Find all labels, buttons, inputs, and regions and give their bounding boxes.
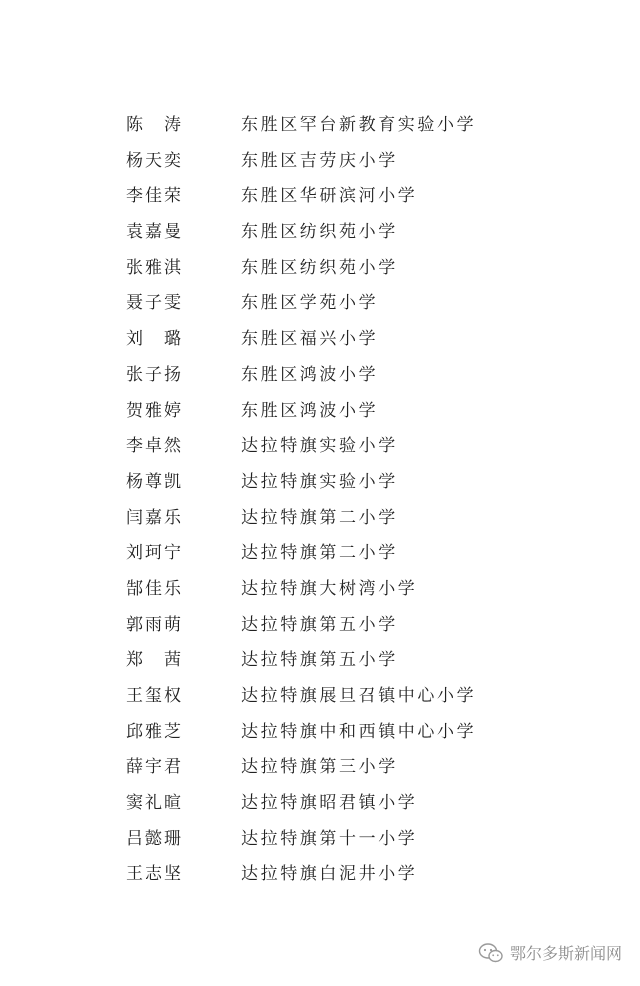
student-name: 吕懿珊 <box>126 828 183 849</box>
school-name: 东胜区纺织苑小学 <box>241 257 398 278</box>
school-name: 达拉特旗昭君镇小学 <box>241 793 418 814</box>
roster-row <box>0 179 640 215</box>
school-name: 东胜区吉劳庆小学 <box>241 150 398 171</box>
school-name: 达拉特旗大树湾小学 <box>241 578 418 599</box>
student-name: 杨天奕 <box>126 150 183 171</box>
student-name: 张子扬 <box>126 364 183 385</box>
school-name: 东胜区鸿波小学 <box>241 364 379 385</box>
student-name: 刘珂宁 <box>126 543 183 564</box>
school-name: 东胜区学苑小学 <box>241 293 379 314</box>
roster-row <box>0 786 640 822</box>
roster-row <box>0 643 640 679</box>
student-name: 杨尊凯 <box>126 471 183 492</box>
student-name: 张雅淇 <box>126 257 183 278</box>
school-name: 达拉特旗展旦召镇中心小学 <box>241 686 477 706</box>
school-name: 达拉特旗第十一小学 <box>241 828 418 849</box>
student-name: 闫嘉乐 <box>126 507 183 528</box>
student-name: 郭雨萌 <box>126 614 183 635</box>
roster-row <box>0 251 640 287</box>
roster-row <box>0 857 640 893</box>
school-name: 达拉特旗白泥井小学 <box>241 864 418 885</box>
school-name: 东胜区华研滨河小学 <box>241 186 418 207</box>
student-name: 聂子雯 <box>126 293 183 314</box>
roster-row <box>0 358 640 394</box>
student-name: 李佳荣 <box>126 186 183 207</box>
roster-row <box>0 286 640 322</box>
roster-row <box>0 144 640 180</box>
roster-row <box>0 608 640 644</box>
roster-row <box>0 715 640 751</box>
school-name: 达拉特旗第二小学 <box>241 507 398 528</box>
roster-row <box>0 679 640 715</box>
student-name: 陈 涛 <box>126 115 183 135</box>
student-name: 窦礼暄 <box>126 793 183 814</box>
student-name: 刘 璐 <box>126 329 183 350</box>
student-name: 邱雅芝 <box>126 721 183 742</box>
school-name: 东胜区纺织苑小学 <box>241 222 398 243</box>
student-name: 郜佳乐 <box>126 578 183 599</box>
roster-row <box>0 108 640 144</box>
student-name: 李卓然 <box>126 436 183 457</box>
school-name: 达拉特旗实验小学 <box>241 436 398 457</box>
school-name: 达拉特旗第五小学 <box>241 650 398 671</box>
school-name: 东胜区福兴小学 <box>241 329 379 350</box>
school-name: 东胜区鸿波小学 <box>241 400 379 421</box>
wechat-icon <box>478 942 504 964</box>
school-name: 达拉特旗实验小学 <box>241 471 398 492</box>
watermark-text: 鄂尔多斯新闻网 <box>509 944 622 963</box>
student-name: 袁嘉曼 <box>126 222 183 243</box>
student-name: 王玺权 <box>126 686 183 706</box>
roster-row <box>0 429 640 465</box>
roster-row <box>0 501 640 537</box>
roster-row <box>0 322 640 358</box>
school-name: 达拉特旗第五小学 <box>241 614 398 635</box>
student-name: 贺雅婷 <box>126 400 183 421</box>
student-roster <box>0 108 640 893</box>
school-name: 达拉特旗中和西镇中心小学 <box>241 721 477 742</box>
roster-row <box>0 750 640 786</box>
roster-row <box>0 822 640 858</box>
roster-row <box>0 394 640 430</box>
school-name: 达拉特旗第二小学 <box>241 543 398 564</box>
roster-row <box>0 536 640 572</box>
school-name: 达拉特旗第三小学 <box>241 757 398 778</box>
student-name: 郑 茜 <box>126 650 183 671</box>
roster-row <box>0 572 640 608</box>
student-name: 薛宇君 <box>126 757 183 778</box>
roster-row <box>0 465 640 501</box>
watermark <box>478 941 622 964</box>
student-name: 王志坚 <box>126 864 183 885</box>
school-name: 东胜区罕台新教育实验小学 <box>241 115 477 135</box>
roster-row <box>0 215 640 251</box>
